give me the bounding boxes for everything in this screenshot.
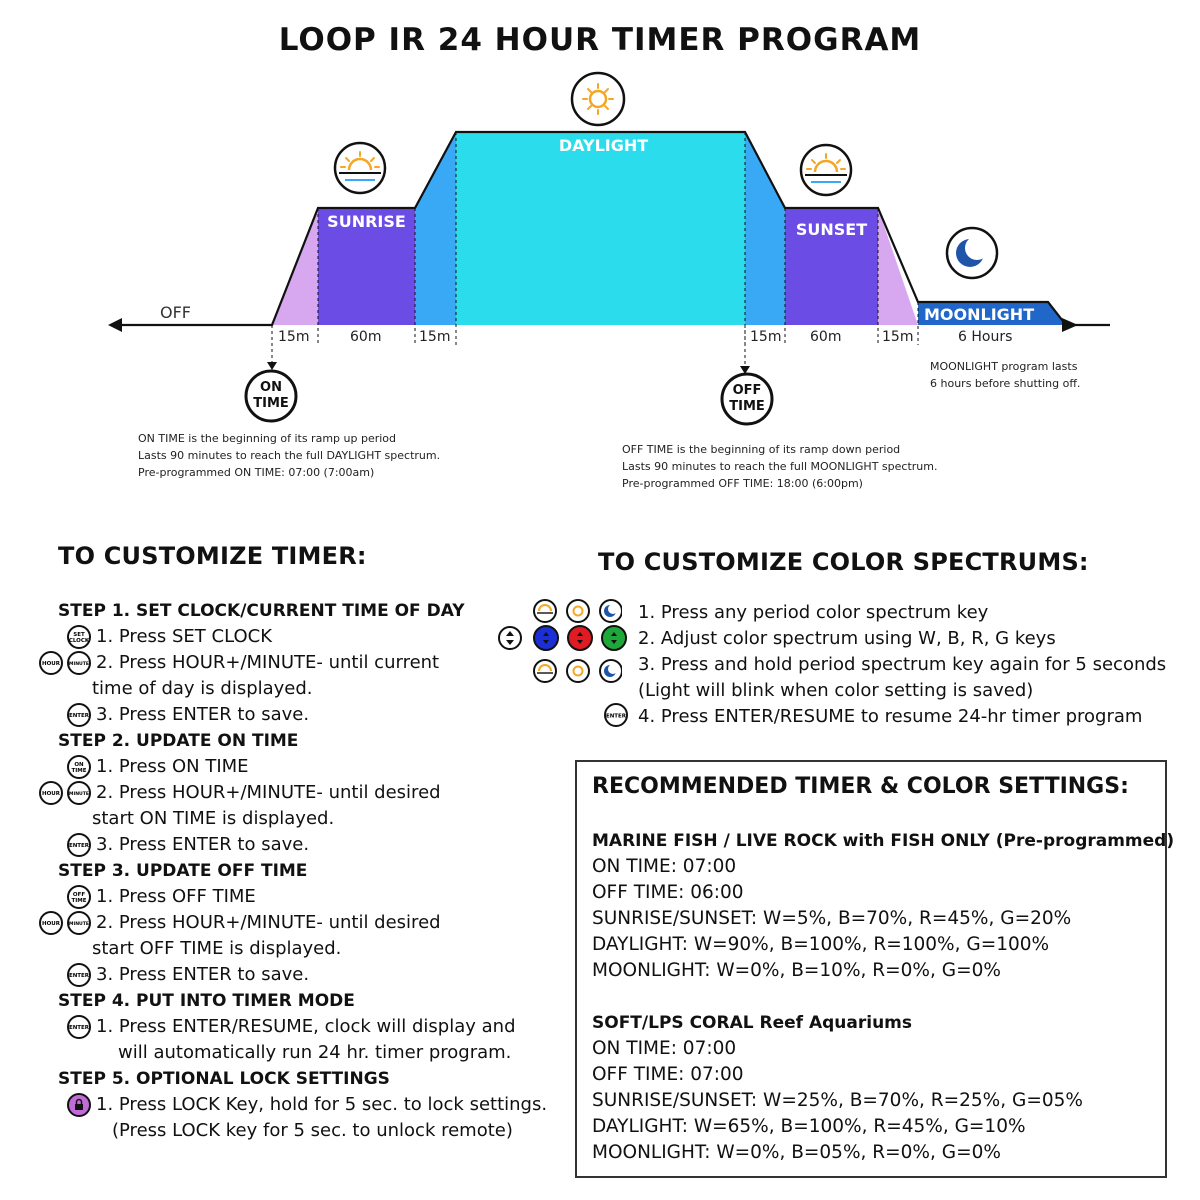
- step-item: [30, 832, 570, 858]
- spectrum-line-1: 1. Press any period color spectrum key: [638, 602, 989, 623]
- step-item-text: [92, 650, 440, 702]
- svg-text:ENTER: ENTER: [68, 713, 90, 719]
- arrow-right-icon: [1062, 318, 1078, 332]
- svg-text:MINUTE: MINUTE: [68, 922, 90, 927]
- step-line: 2. Press HOUR+/MINUTE- until current: [96, 652, 440, 673]
- step-line: 1. Press LOCK Key, hold for 5 sec. to lock settings.: [96, 1094, 548, 1115]
- step-item-text: [96, 884, 256, 910]
- on-time-key-icon: [66, 754, 92, 780]
- svg-text:HOUR: HOUR: [42, 921, 60, 927]
- minute-key-icon: [66, 780, 92, 806]
- step-item-icons: [30, 884, 96, 910]
- svg-text:ENTER: ENTER: [68, 973, 90, 979]
- step-item-icons: [30, 780, 96, 806]
- svg-text:ON: ON: [74, 762, 84, 768]
- step-line: (Press LOCK key for 5 sec. to unlock remote): [112, 1120, 513, 1141]
- step-item-text: [92, 780, 441, 832]
- step-item: [30, 754, 570, 780]
- setting-line: SUNRISE/SUNSET: W=25%, B=70%, R=25%, G=05%: [592, 1090, 1083, 1111]
- sunrise-key-icon: [534, 600, 556, 622]
- sunrise-label: SUNRISE: [327, 212, 406, 231]
- step-title: STEP 3. UPDATE OFF TIME: [58, 861, 308, 881]
- duration-sunset: 60m: [810, 329, 842, 345]
- enter-key-icon: [66, 832, 92, 858]
- recommended-group-marine: [592, 828, 1174, 984]
- setting-line: SUNRISE/SUNSET: W=5%, B=70%, R=45%, G=20%: [592, 908, 1072, 929]
- hour-key-icon: [38, 910, 64, 936]
- duration-ramp-moon: 15m: [882, 329, 914, 345]
- step-item: [30, 624, 570, 650]
- enter-key-icon: [66, 702, 92, 728]
- step-item-text: [96, 624, 272, 650]
- step-item: [30, 884, 570, 910]
- step-item: [30, 910, 570, 962]
- step-item-icons: [30, 910, 96, 936]
- step-item-icons: [30, 1014, 96, 1040]
- setting-line: ON TIME: 07:00: [592, 1038, 737, 1059]
- arrow-left-icon: [108, 318, 122, 332]
- step-item: [30, 962, 570, 988]
- enter-key-icon: [66, 1014, 92, 1040]
- duration-ramp-down: 15m: [750, 329, 782, 345]
- hour-key-icon: [38, 650, 64, 676]
- page-title: LOOP IR 24 HOUR TIMER PROGRAM: [278, 22, 922, 58]
- setting-line: MOONLIGHT: W=0%, B=10%, R=0%, G=0%: [592, 960, 1001, 981]
- svg-text:TIME: TIME: [71, 898, 87, 904]
- step-line: 3. Press ENTER to save.: [96, 704, 310, 725]
- spectrum-instructions: [638, 600, 1166, 730]
- step-item-icons: [30, 624, 96, 650]
- step-item-text: [96, 702, 309, 728]
- svg-text:MINUTE: MINUTE: [68, 792, 90, 797]
- off-time-note: OFF TIME is the beginning of its ramp down period Lasts 90 minutes to reach the full MOONLIGHT spectrum. Pre-programmed OFF TIME: 18:00 (6:00pm): [622, 443, 938, 490]
- step-line: 3. Press ENTER to save.: [96, 834, 310, 855]
- on-time-arrow-icon: [267, 362, 277, 370]
- svg-text:ENTER: ENTER: [68, 1025, 90, 1031]
- svg-text:MINUTE: MINUTE: [68, 662, 90, 667]
- daylight-key-icon: [567, 660, 589, 682]
- lock-key-icon: [66, 1092, 92, 1118]
- step-item-icons: [30, 1092, 96, 1118]
- svg-text:HOUR: HOUR: [42, 791, 60, 797]
- step-line: 1. Press ON TIME: [96, 756, 249, 777]
- spectrum-heading: TO CUSTOMIZE COLOR SPECTRUMS:: [598, 548, 1089, 576]
- daylight-sun-icon: [572, 73, 624, 125]
- recommended-group-coral: [592, 1010, 1083, 1166]
- moonlight-key-icon: [600, 600, 622, 622]
- on-time-badge-text: ON TIME: [253, 380, 289, 411]
- sunrise-key-icon: [534, 660, 556, 682]
- enter-key-icon: [605, 704, 627, 726]
- duration-sunrise: 60m: [350, 329, 382, 345]
- timer-heading: TO CUSTOMIZE TIMER:: [58, 542, 367, 570]
- minute-key-icon: [66, 650, 92, 676]
- moonlight-label: MOONLIGHT: [924, 305, 1035, 324]
- step-line: 1. Press SET CLOCK: [96, 626, 273, 647]
- step-line: start OFF TIME is displayed.: [92, 938, 342, 959]
- off-time-key-icon: [66, 884, 92, 910]
- step-item-icons: [30, 702, 96, 728]
- recommended-settings-box: [575, 760, 1175, 1178]
- duration-moonlight: 6 Hours: [958, 329, 1013, 345]
- ramp-down-segment: [745, 132, 785, 325]
- step-line: 2. Press HOUR+/MINUTE- until desired: [96, 782, 441, 803]
- step-item-text: [96, 832, 309, 858]
- off-time-badge-text: OFF TIME: [729, 383, 765, 414]
- off-label: OFF: [160, 303, 191, 322]
- svg-text:SET: SET: [73, 632, 85, 638]
- group-title: SOFT/LPS CORAL Reef Aquariums: [592, 1013, 913, 1033]
- recommended-heading: RECOMMENDED TIMER & COLOR SETTINGS:: [592, 774, 1129, 799]
- step-line: 3. Press ENTER to save.: [96, 964, 310, 985]
- step-line: 2. Press HOUR+/MINUTE- until desired: [96, 912, 441, 933]
- step-item: [30, 780, 570, 832]
- spectrum-line-4: 4. Press ENTER/RESUME to resume 24-hr timer program: [638, 706, 1143, 727]
- set-clock-key-icon: [66, 624, 92, 650]
- duration-ramp-up: 15m: [278, 329, 310, 345]
- spectrum-line-3: 3. Press and hold period spectrum key again for 5 seconds: [638, 654, 1167, 675]
- step-item-text: [96, 1014, 516, 1066]
- duration-ramp-day: 15m: [419, 329, 451, 345]
- hour-key-icon: [38, 780, 64, 806]
- step-item-text: [96, 754, 249, 780]
- step-title: STEP 2. UPDATE ON TIME: [58, 731, 299, 751]
- on-time-note: ON TIME is the beginning of its ramp up period Lasts 90 minutes to reach the full DAYLIGHT spectrum. Pre-programmed ON TIME: 07:00 (7:00am): [138, 432, 441, 479]
- step-item-icons: [30, 962, 96, 988]
- svg-text:TIME: TIME: [71, 768, 87, 774]
- enter-key-icon: [66, 962, 92, 988]
- step-item-icons: [30, 832, 96, 858]
- timer-steps: [30, 598, 570, 1144]
- spectrum-icons: [530, 594, 630, 724]
- sunset-label: SUNSET: [795, 220, 868, 239]
- step-item-text: [96, 962, 309, 988]
- step-line: 1. Press OFF TIME: [96, 886, 256, 907]
- step-line: will automatically run 24 hr. timer program.: [118, 1042, 512, 1063]
- green-key-icon: [602, 626, 626, 650]
- setting-line: DAYLIGHT: W=65%, B=100%, R=45%, G=10%: [592, 1116, 1026, 1137]
- setting-line: ON TIME: 07:00: [592, 856, 737, 877]
- daylight-segment: [456, 132, 745, 325]
- svg-text:HOUR: HOUR: [42, 661, 60, 667]
- svg-text:OFF: OFF: [72, 892, 86, 898]
- blue-key-icon: [534, 626, 558, 650]
- group-title: MARINE FISH / LIVE ROCK with FISH ONLY (Pre-programmed): [592, 831, 1175, 851]
- spectrum-line-3b: (Light will blink when color setting is saved): [638, 680, 1034, 701]
- red-key-icon: [568, 626, 592, 650]
- ramp-daylight-segment: [415, 132, 456, 325]
- step-item-icons: [30, 650, 96, 676]
- spectrum-line-2: 2. Adjust color spectrum using W, B, R, G keys: [638, 628, 1056, 649]
- moonlight-key-icon: [600, 660, 622, 682]
- step-item-text: [92, 910, 441, 962]
- step-item: [30, 650, 570, 702]
- step-line: 1. Press ENTER/RESUME, clock will display and: [96, 1016, 516, 1037]
- svg-text:ENTER: ENTER: [605, 713, 627, 720]
- minute-key-icon: [66, 910, 92, 936]
- step-title: STEP 5. OPTIONAL LOCK SETTINGS: [58, 1069, 390, 1089]
- svg-text:CLOCK: CLOCK: [68, 638, 90, 644]
- daylight-label: DAYLIGHT: [558, 136, 649, 155]
- step-item: [30, 702, 570, 728]
- step-line: time of day is displayed.: [92, 678, 313, 699]
- white-key-icon: [499, 627, 521, 649]
- step-title: STEP 4. PUT INTO TIMER MODE: [58, 991, 355, 1011]
- step-item: [30, 1014, 570, 1066]
- moonlight-note: MOONLIGHT program lasts 6 hours before shutting off.: [930, 360, 1081, 390]
- setting-line: OFF TIME: 06:00: [592, 882, 744, 903]
- step-title: STEP 1. SET CLOCK/CURRENT TIME OF DAY: [58, 601, 465, 621]
- svg-text:ENTER: ENTER: [68, 843, 90, 849]
- step-item: [30, 1092, 570, 1144]
- ramp-moon-segment: [878, 208, 918, 325]
- daylight-key-icon: [567, 600, 589, 622]
- step-item-icons: [30, 754, 96, 780]
- setting-line: DAYLIGHT: W=90%, B=100%, R=100%, G=100%: [592, 934, 1050, 955]
- sunrise-icon: [335, 143, 385, 193]
- moon-icon: [947, 228, 997, 278]
- step-line: start ON TIME is displayed.: [92, 808, 335, 829]
- sunset-icon: [801, 145, 851, 195]
- step-item-text: [96, 1092, 547, 1144]
- setting-line: MOONLIGHT: W=0%, B=05%, R=0%, G=0%: [592, 1142, 1001, 1163]
- setting-line: OFF TIME: 07:00: [592, 1064, 744, 1085]
